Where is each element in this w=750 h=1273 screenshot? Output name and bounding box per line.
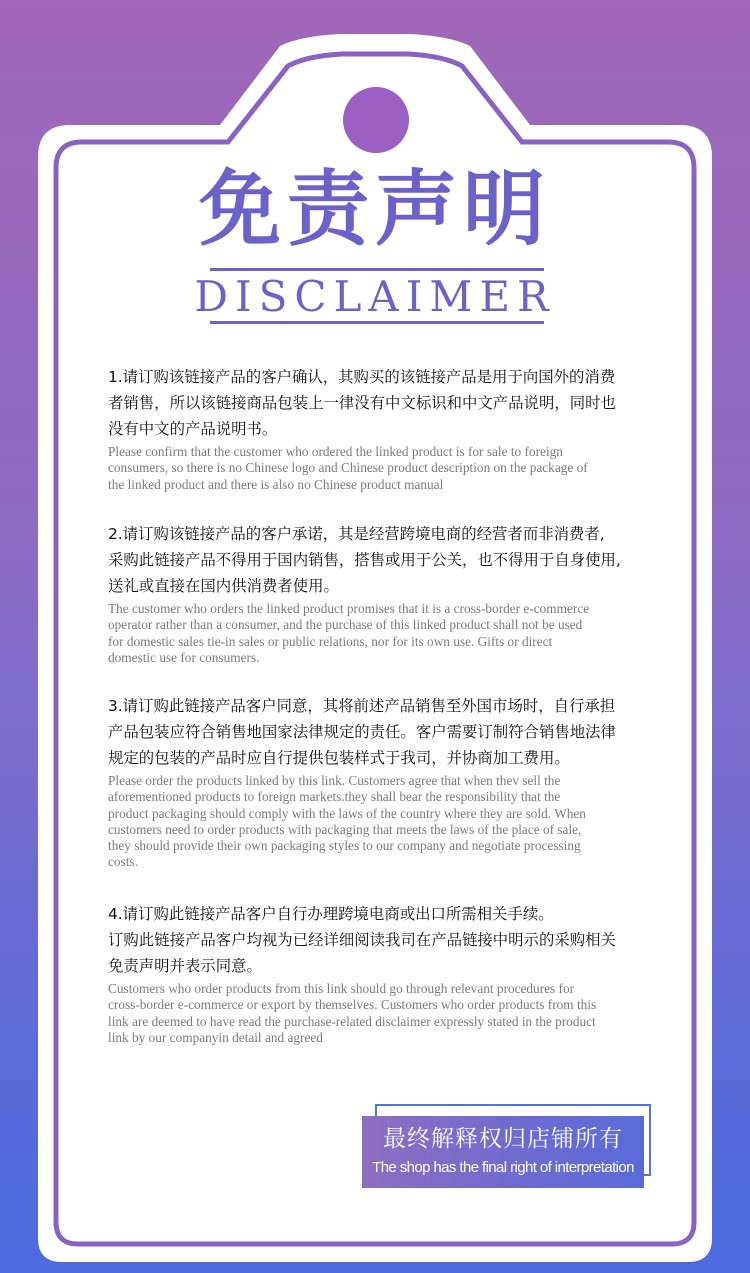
item-1-en-line: the linked product and there is also no Chinese product manual bbox=[108, 476, 444, 492]
item-1-en-line: Please confirm that the customer who ordered the linked product is for sale to foreign bbox=[108, 444, 563, 459]
item-4-en-line: Customers who order products from this link should go through relevant procedures for bbox=[108, 981, 575, 996]
item-2-cn-line: 送礼或直接在国内供消费者使用。 bbox=[108, 577, 339, 595]
item-1-cn-line: 1.请订购该链接产品的客户确认，其购买的该链接产品是用于向国外的消费 bbox=[108, 368, 616, 386]
item-1-cn-line: 没有中文的产品说明书。 bbox=[108, 420, 278, 438]
item-3-cn-line: 3.请订购此链接产品客户同意，其将前述产品销售至外国市场时，自行承担 bbox=[108, 697, 616, 715]
title-divider-top bbox=[210, 268, 544, 271]
stamp-en-text: The shop has the final right of interpretation bbox=[372, 1159, 634, 1176]
page-title-en: DISCLAIMER bbox=[194, 272, 556, 321]
item-4-cn-line: 订购此链接产品客户均视为已经详细阅读我司在产品链接中明示的采购相关 bbox=[108, 931, 616, 949]
item-3-en-line: costs. bbox=[108, 854, 138, 870]
title-divider-bottom bbox=[210, 321, 544, 324]
disclaimer-item-3 bbox=[108, 693, 648, 871]
stamp-cn-text: 最终解释权归店铺所有 bbox=[383, 1126, 623, 1152]
item-2-en-line: The customer who orders the linked product promises that it is a cross-border e-commerce bbox=[108, 601, 590, 616]
disclaimer-item-1 bbox=[108, 364, 648, 493]
item-1-en-line: consumers, so there is no Chinese logo and Chinese product description on the package of bbox=[108, 460, 588, 476]
item-3-en-line: Please order the products linked by this link. Customers agree that when thev sell the bbox=[108, 773, 561, 788]
disclaimer-item-2 bbox=[108, 521, 648, 666]
disclaimer-item-4 bbox=[108, 901, 648, 1046]
item-2-en-line: for domestic sales tie-in sales or public relations, nor for its own use. Gifts or direct bbox=[108, 633, 553, 649]
page-title-cn: 免责声明 bbox=[198, 161, 551, 257]
item-4-en-line: link by our companyin detail and agreed bbox=[108, 1029, 323, 1045]
item-1-cn-line: 者销售，所以该链接商品包装上一律没有中文标识和中文产品说明，同时也 bbox=[108, 394, 616, 412]
tag-hole-icon bbox=[343, 87, 409, 153]
item-3-en-line: customers need to order products with packaging that meets the laws of the place of sale, bbox=[108, 821, 582, 837]
item-3-cn-line: 规定的包装的产品时应自行提供包装样式于我司，并协商加工费用。 bbox=[108, 749, 570, 767]
item-3-en-line: aforementioned products to foreign markets.they shall bear the responsibility that the bbox=[108, 789, 561, 805]
item-4-cn-line: 4.请订购此链接产品客户自行办理跨境电商或出口所需相关手续。 bbox=[108, 905, 554, 923]
item-2-cn-line: 2.请订购该链接产品的客户承诺，其是经营跨境电商的经营者而非消费者, bbox=[108, 525, 605, 543]
item-2-cn-line: 采购此链接产品不得用于国内销售，搭售或用于公关，也不得用于自身使用, bbox=[108, 551, 621, 569]
item-2-en-line: operator rather than a consumer, and the purchase of this linked product shall not be used bbox=[108, 617, 583, 633]
item-2-en-line: domestic use for consumers. bbox=[108, 649, 260, 665]
item-4-cn-line: 免责声明并表示同意。 bbox=[108, 957, 262, 975]
item-4-en-line: cross-border e-commerce or export by themselves. Customers who order products from this bbox=[108, 997, 597, 1013]
item-3-en-line: they should provide their own packaging styles to our company and negotiate processing bbox=[108, 838, 581, 854]
final-interpretation-stamp bbox=[362, 1116, 644, 1188]
item-3-en-line: product packaging should comply with the laws of the country where they are sold. When bbox=[108, 805, 586, 821]
item-3-cn-line: 产品包装应符合销售地国家法律规定的责任。客户需要订制符合销售地法律 bbox=[108, 723, 616, 741]
item-4-en-line: link are deemed to have read the purchase-related disclaimer expressly stated in the product bbox=[108, 1013, 596, 1029]
